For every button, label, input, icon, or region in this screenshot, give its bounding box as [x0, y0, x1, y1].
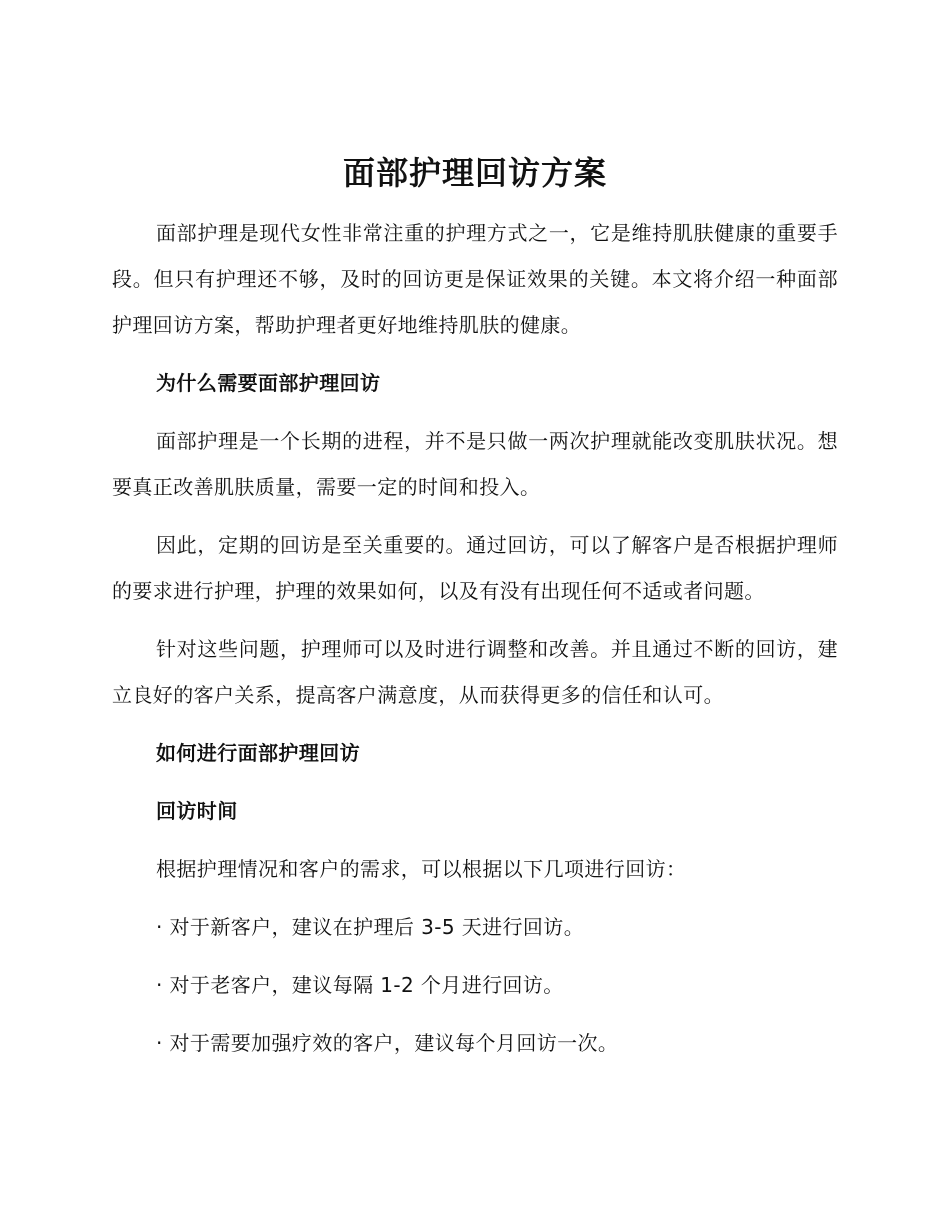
body-paragraph: 因此，定期的回访是至关重要的。通过回访，可以了解客户是否根据护理师的要求进行护理，护理的效果如何，以及有没有出现任何不适或者问题。	[112, 533, 838, 603]
bullet-item: · 对于需要加强疗效的客户，建议每个月回访一次。	[156, 1031, 619, 1055]
subheading-visit-time: 回访时间	[156, 799, 238, 823]
lead-paragraph: 根据护理情况和客户的需求，可以根据以下几项进行回访：	[156, 857, 687, 881]
bullet-item: · 对于老客户，建议每隔 1-2 个月进行回访。	[156, 973, 564, 997]
bullet-item: · 对于新客户，建议在护理后 3-5 天进行回访。	[156, 915, 585, 939]
document-title: 面部护理回访方案	[342, 154, 607, 192]
body-paragraph: 针对这些问题，护理师可以及时进行调整和改善。并且通过不断的回访，建立良好的客户关系，提高客户满意度，从而获得更多的信任和认可。	[112, 637, 838, 707]
body-paragraph: 面部护理是一个长期的进程，并不是只做一两次护理就能改变肌肤状况。想要真正改善肌肤质量，需要一定的时间和投入。	[112, 429, 838, 499]
section-heading-how: 如何进行面部护理回访	[156, 741, 360, 765]
section-heading-why: 为什么需要面部护理回访	[156, 371, 381, 395]
intro-paragraph: 面部护理是现代女性非常注重的护理方式之一，它是维持肌肤健康的重要手段。但只有护理还不够，及时的回访更是保证效果的关键。本文将介绍一种面部护理回访方案，帮助护理者更好地维持肌肤的健康。	[112, 221, 838, 337]
